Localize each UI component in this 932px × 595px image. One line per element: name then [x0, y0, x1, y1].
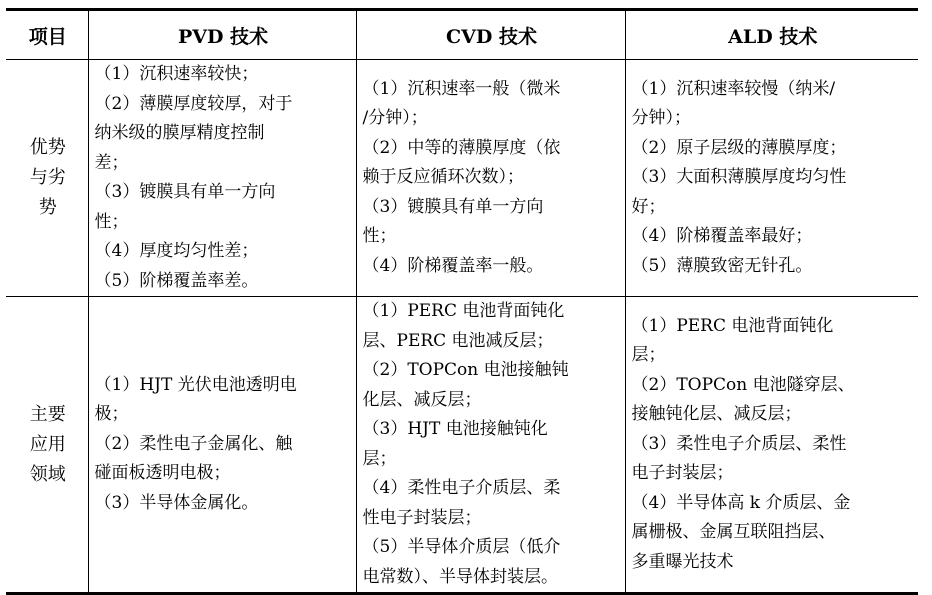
cell-line: （2）薄膜厚度较厚，对于 — [94, 93, 293, 114]
cell-line: （1）PERC 电池背面钝化 — [362, 301, 565, 321]
cell-line: 极； — [94, 404, 129, 425]
cell-line: （2）柔性电子金属化、触 — [94, 433, 293, 454]
cell-line: （1）PERC 电池背面钝化 — [631, 315, 834, 336]
cell-line: 差； — [94, 152, 129, 173]
cell-line: （3）HJT 电池接触钝化 — [362, 419, 548, 439]
cell-pvd-pros-cons — [88, 60, 356, 297]
cell-line: （1）沉积速率较慢（纳米/ — [631, 78, 836, 99]
cell-line: （3）镀膜具有单一方向 — [362, 196, 544, 217]
row-label-applications — [6, 297, 88, 594]
cell-line: 接触钝化层、减反层； — [631, 404, 802, 425]
cell-line: （1）HJT 光伏电池透明电 — [94, 374, 297, 395]
cell-line: （4）阶梯覆盖率最好； — [631, 226, 813, 247]
cell-line: （3）大面积薄膜厚度均匀性 — [631, 167, 847, 188]
cell-line: 好； — [631, 196, 666, 217]
row-label-line: 势 — [38, 197, 57, 218]
header-item: 项目 — [6, 10, 88, 60]
cell-line: 属栅极、金属互联阻挡层、 — [631, 522, 836, 543]
cell-line: （4）半导体高 k 介质层、金 — [631, 492, 851, 513]
cell-line: 电子封装层； — [631, 463, 734, 484]
cell-line: （4）阶梯覆盖率一般。 — [362, 255, 544, 276]
cell-line: 纳米级的膜厚精度控制 — [94, 123, 265, 143]
row-label-pros-cons — [6, 60, 88, 297]
cell-line: （2）中等的薄膜厚度（依 — [362, 137, 561, 158]
cell-ald-applications — [625, 297, 918, 594]
cell-line: （4）柔性电子介质层、柔 — [362, 478, 561, 498]
cell-line: （2）原子层级的薄膜厚度； — [631, 137, 847, 158]
cell-line: （5）半导体介质层（低介 — [362, 537, 561, 557]
header-cvd: CVD 技术 — [356, 10, 625, 60]
cell-pvd-applications — [88, 297, 356, 594]
row-label-line: 优势 — [29, 137, 66, 158]
cell-line: （3）柔性电子介质层、柔性 — [631, 433, 847, 454]
cell-line: 碰面板透明电极； — [94, 463, 231, 484]
cell-line: （1）沉积速率一般（微米 — [362, 78, 561, 99]
cell-line: （2）TOPCon 电池接触钝 — [362, 360, 569, 380]
cell-line: 层、PERC 电池减反层； — [362, 330, 554, 351]
cell-line: 赖于反应循环次数）； — [362, 167, 524, 188]
table-row-applications — [6, 297, 918, 594]
cell-line: 性； — [94, 211, 129, 232]
cell-line: 化层、减反层； — [362, 389, 482, 410]
cell-line: （3）半导体金属化。 — [94, 492, 259, 513]
cell-line: 多重曝光技术 — [631, 551, 734, 572]
comparison-table — [6, 8, 918, 595]
header-pvd: PVD 技术 — [88, 10, 356, 60]
cell-line: /分钟）； — [362, 108, 428, 129]
row-label-line: 应用 — [29, 433, 66, 455]
row-label-line: 领域 — [29, 463, 66, 485]
cell-line: （5）阶梯覆盖率差。 — [94, 270, 259, 291]
cell-line: 性； — [362, 226, 397, 247]
cell-cvd-pros-cons — [356, 60, 625, 297]
cell-line: （4）厚度均匀性差； — [94, 241, 259, 261]
cell-line: （1）沉积速率较快； — [94, 64, 259, 84]
header-ald: ALD 技术 — [625, 10, 918, 60]
table-row-pros-cons — [6, 60, 918, 297]
cell-line: 层； — [362, 448, 397, 469]
cell-line: 分钟）； — [631, 108, 691, 129]
cell-cvd-applications — [356, 297, 625, 594]
cell-line: （3）镀膜具有单一方向 — [94, 182, 276, 202]
cell-ald-pros-cons — [625, 60, 918, 297]
cell-line: 性电子封装层； — [362, 507, 482, 528]
header-row — [6, 10, 918, 60]
cell-line: （5）薄膜致密无针孔。 — [631, 255, 813, 276]
cell-line: （2）TOPCon 电池隧穿层、 — [631, 374, 855, 395]
cell-line: 电常数）、半导体封装层。 — [362, 566, 558, 587]
cell-line: 层； — [631, 345, 666, 366]
row-label-line: 与劣 — [29, 167, 66, 188]
row-label-line: 主要 — [29, 403, 66, 425]
